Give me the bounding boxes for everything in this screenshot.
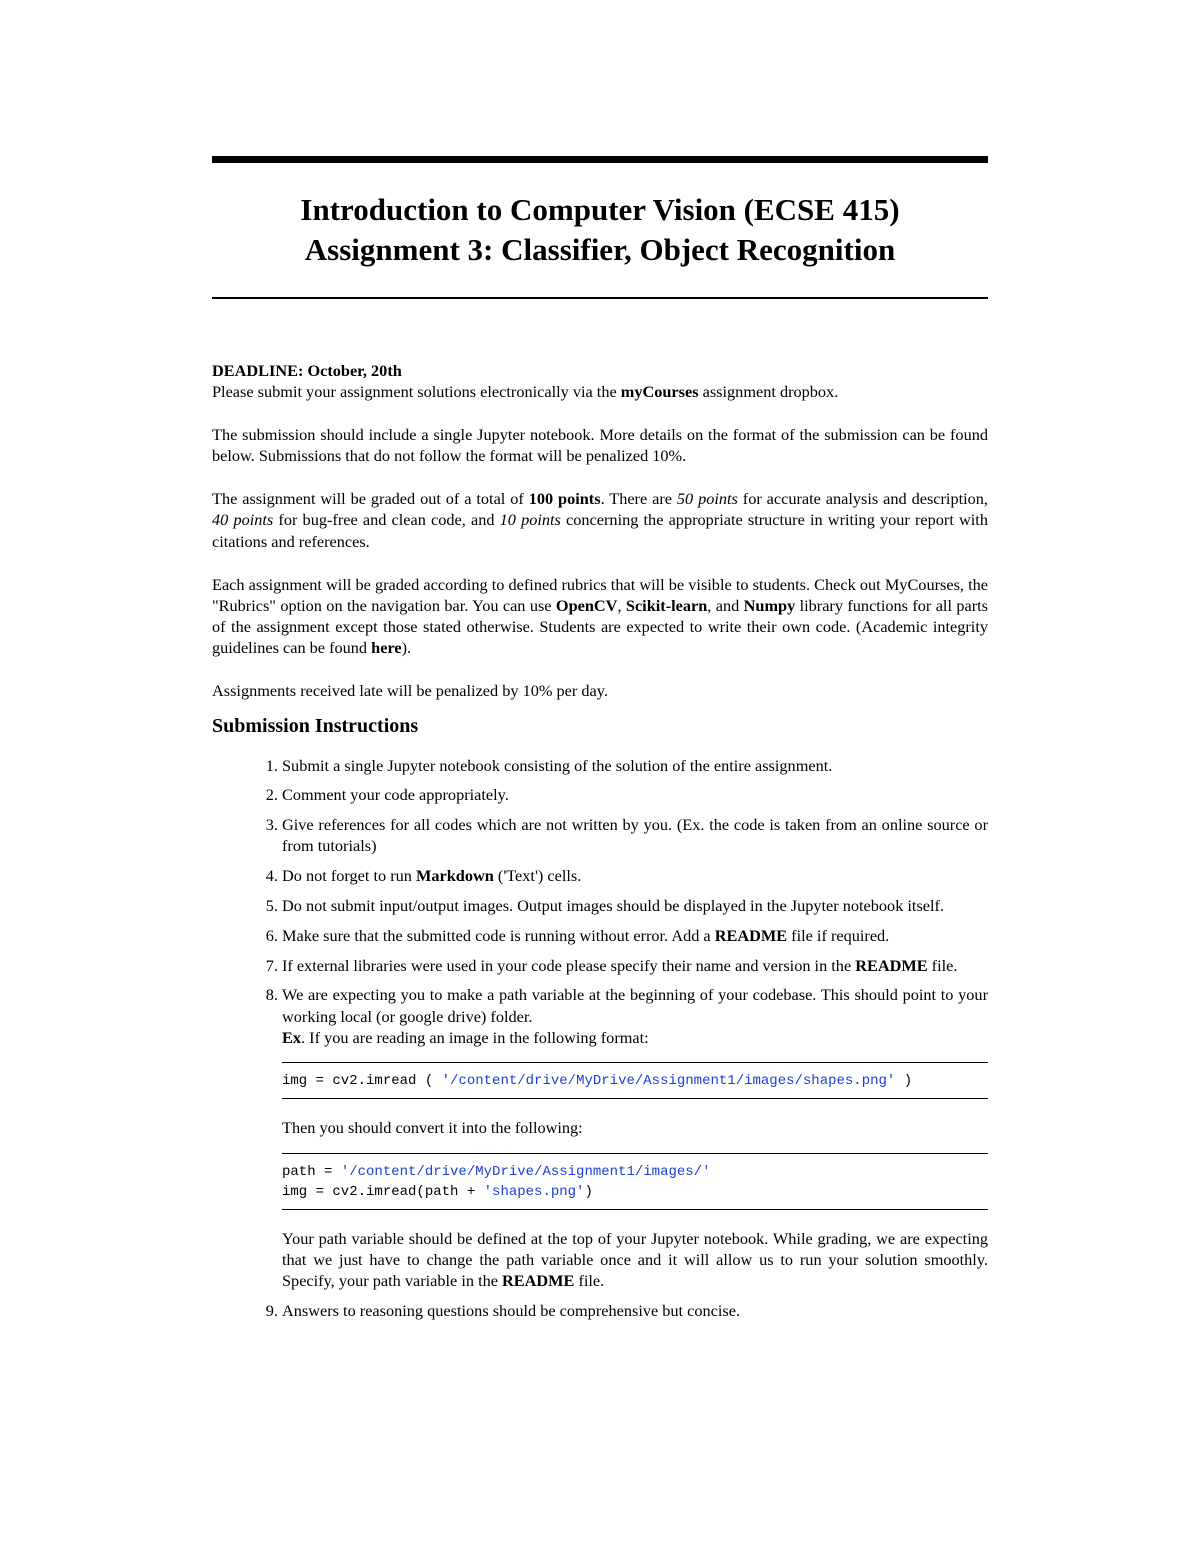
rubric-text: library functions for all parts of the assignment except those stated otherwise. Students are expected to write their own code. (Academic integrity guidelines can be found	[212, 595, 989, 658]
readme-label: README	[502, 1271, 575, 1291]
code-text: )	[895, 1073, 913, 1090]
list-item	[212, 1300, 988, 1321]
item-number: 8.	[265, 985, 278, 1005]
item-text: . If you are reading an image in the following format:	[301, 1028, 649, 1048]
item-text: Make sure that the submitted code is running without error. Add a	[282, 925, 715, 945]
submission-list	[212, 755, 988, 1322]
list-item	[212, 955, 988, 976]
grading-text: concerning the appropriate structure in writing your report with citations and references.	[212, 510, 988, 551]
deadline-paragraph	[212, 360, 988, 403]
readme-label: README	[714, 925, 788, 945]
course-title: Introduction to Computer Vision (ECSE 415)	[300, 192, 900, 227]
mycourses-link[interactable]: myCourses	[620, 382, 699, 402]
item-number: 9.	[265, 1301, 278, 1321]
code-text: img = cv2.imread (	[282, 1073, 442, 1090]
rubric-text: ).	[401, 638, 412, 658]
item-number: 5.	[265, 896, 278, 916]
item-text: If external libraries were used in your code please specify their name and version in the	[282, 955, 856, 975]
analysis-points: 50 points	[676, 489, 738, 509]
format-paragraph: The submission should include a single Jupyter notebook. More details on the format of the submission can be found below. Submissions that do not follow the format will be penalized 10%.	[212, 425, 988, 466]
item-text: file.	[927, 955, 958, 975]
then-text: Then you should convert it into the following:	[282, 1118, 583, 1138]
item-number: 3.	[265, 815, 278, 835]
deadline: DEADLINE: October, 20th	[212, 361, 402, 380]
late-paragraph: Assignments received late will be penalized by 10% per day.	[212, 681, 608, 701]
title-rule	[212, 297, 988, 299]
code-points: 40 points	[212, 510, 274, 530]
integrity-link[interactable]: here	[371, 638, 402, 658]
item-number: 7.	[265, 955, 278, 975]
list-item	[212, 814, 988, 857]
submit-text-end: assignment dropbox.	[698, 382, 839, 402]
code-block-converted	[282, 1153, 988, 1210]
title-block	[212, 190, 988, 270]
top-rule	[212, 156, 988, 163]
item-text: ('Text') cells.	[493, 866, 582, 886]
rubric-text: , and	[707, 595, 744, 615]
code-string: '/content/drive/MyDrive/Assignment1/images/shapes.png'	[441, 1073, 896, 1090]
item-number: 4.	[265, 866, 278, 886]
rubric-text: Each assignment will be graded according to defined rubrics that will be visible to students. Check out MyCourses, the "Rubrics" option on the navigation bar. You can use	[212, 574, 988, 615]
item-number: 2.	[265, 785, 278, 805]
assignment-title: Assignment 3: Classifier, Object Recognition	[304, 232, 896, 267]
code-block-original	[282, 1062, 988, 1099]
list-item	[212, 865, 988, 886]
markdown-label: Markdown	[416, 866, 494, 886]
submission-heading: Submission Instructions	[212, 714, 419, 737]
item-number: 6.	[265, 925, 278, 945]
item-text: We are expecting you to make a path variable at the beginning of your codebase. This should point to your working local (or google drive) folder.	[282, 985, 988, 1026]
item-text: Do not forget to run	[282, 866, 417, 886]
code-string: 'shapes.png'	[483, 1183, 585, 1200]
opencv-label: OpenCV	[555, 595, 618, 615]
rubric-paragraph	[212, 574, 988, 659]
sklearn-label: Scikit-learn	[625, 595, 708, 615]
list-item	[212, 784, 988, 805]
readme-label: README	[855, 955, 928, 975]
item-text: Give references for all codes which are not written by you. (Ex. the code is taken from an online source or from tutorials)	[282, 815, 988, 856]
list-item	[212, 984, 988, 1291]
list-item	[212, 895, 988, 916]
item-text: Answers to reasoning questions should be comprehensive but concise.	[282, 1301, 741, 1321]
document-body	[212, 360, 988, 1330]
grading-text: . There are	[600, 489, 677, 509]
grading-text: for accurate analysis and description,	[737, 489, 988, 509]
item-text: file if required.	[787, 925, 890, 945]
code-text: path =	[282, 1163, 341, 1180]
item-text: Submit a single Jupyter notebook consisting of the solution of the entire assignment.	[282, 755, 833, 775]
item-text: Do not submit input/output images. Output images should be displayed in the Jupyter notebook itself.	[282, 896, 945, 916]
example-label: Ex	[282, 1028, 302, 1048]
code-string: '/content/drive/MyDrive/Assignment1/images/'	[340, 1163, 711, 1180]
rubric-text: ,	[617, 595, 626, 615]
total-points: 100 points	[528, 489, 601, 509]
item-number: 1.	[265, 755, 278, 775]
path-explanation	[282, 1228, 988, 1292]
report-points: 10 points	[499, 510, 561, 530]
list-item	[212, 925, 988, 946]
grading-text: for bug-free and clean code, and	[273, 510, 500, 530]
grading-paragraph	[212, 488, 988, 552]
code-text: img = cv2.imread(path +	[282, 1183, 484, 1200]
list-item	[212, 755, 988, 776]
item-text: file.	[574, 1271, 605, 1291]
grading-text: The assignment will be graded out of a total of	[212, 489, 529, 509]
submit-text: Please submit your assignment solutions electronically via the	[212, 382, 621, 402]
item-text: Your path variable should be defined at the top of your Jupyter notebook. While grading, we are expecting that we just have to change the path variable once and it will allow us to run your solution smoothly. Specify, your path variable in the	[282, 1228, 988, 1291]
code-text: )	[584, 1183, 593, 1200]
numpy-label: Numpy	[743, 595, 796, 615]
item-text: Comment your code appropriately.	[282, 785, 509, 805]
